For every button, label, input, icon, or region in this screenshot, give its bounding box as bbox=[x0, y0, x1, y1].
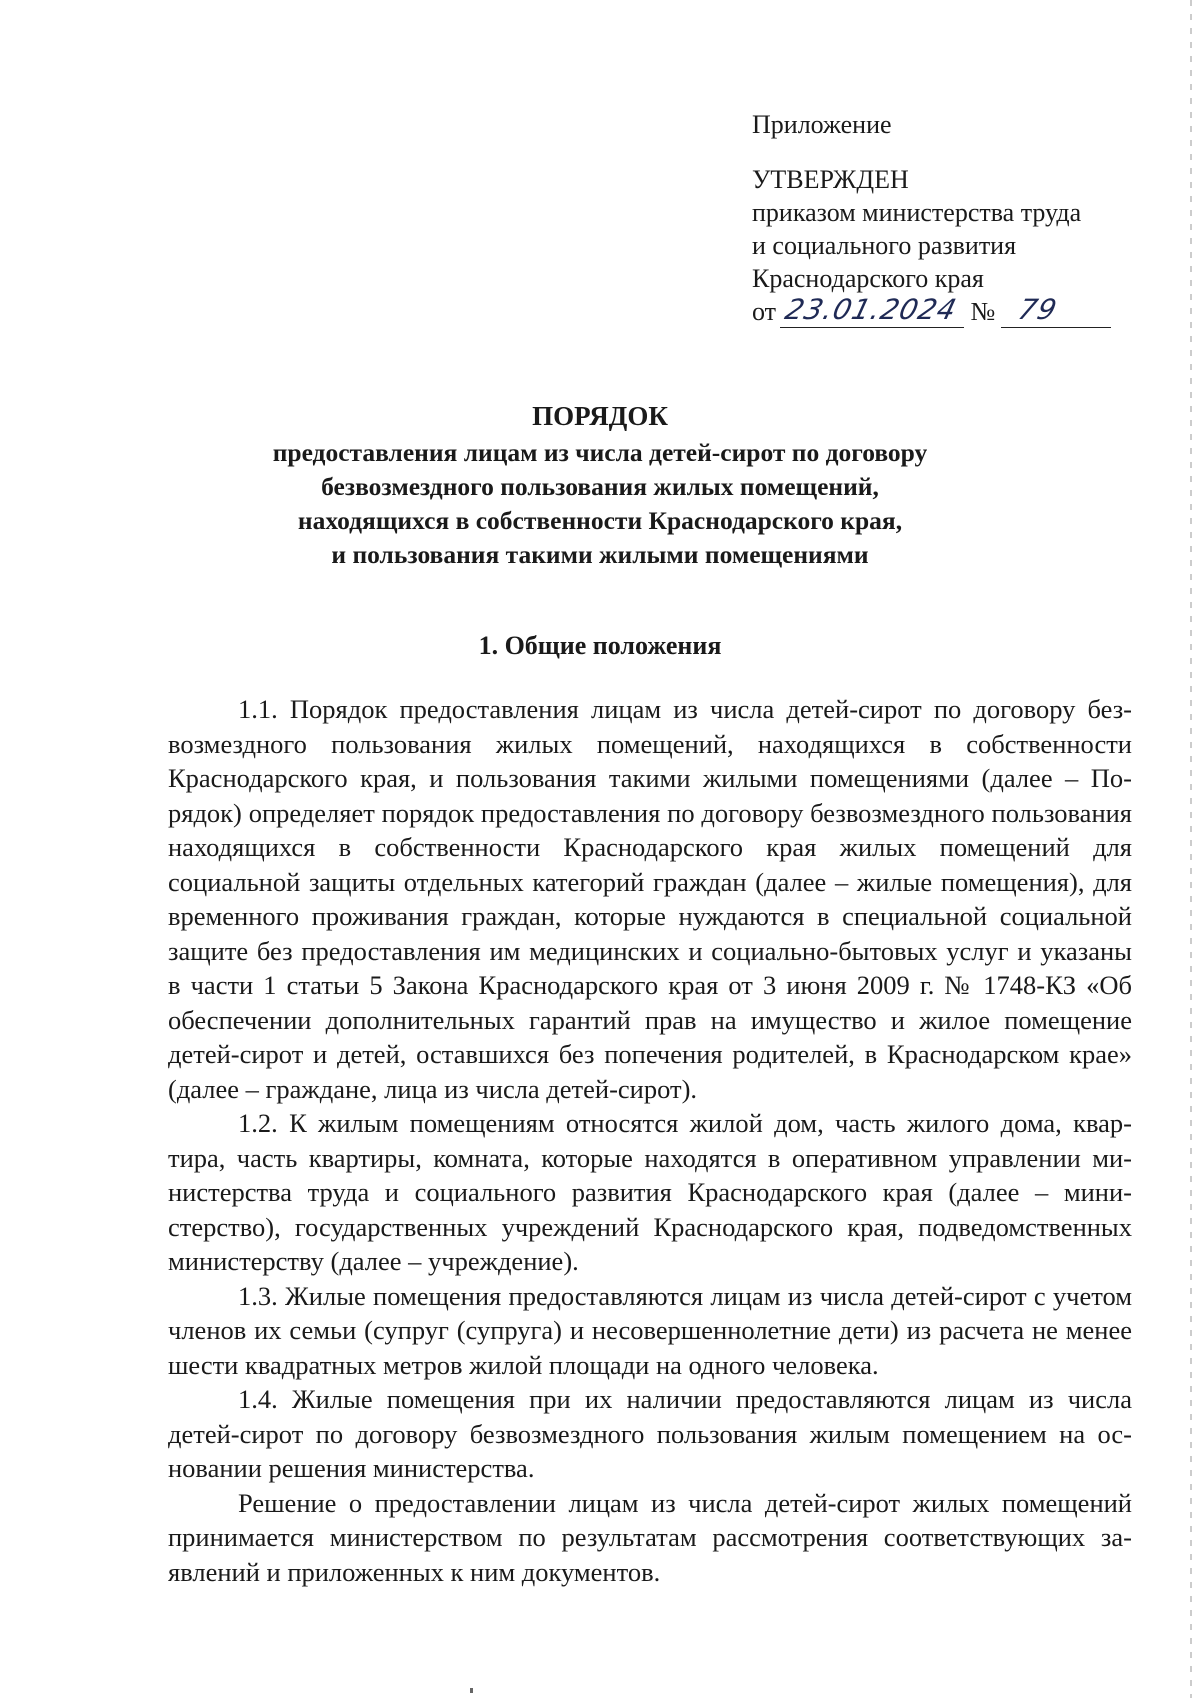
document-subtitle bbox=[150, 436, 1050, 572]
approval-line: приказом министерства труда bbox=[752, 198, 1082, 227]
document-heading bbox=[150, 398, 1050, 572]
order-date-field bbox=[780, 293, 964, 328]
scan-edge-artifact bbox=[1190, 0, 1192, 1698]
approval-line: Краснодарского края bbox=[752, 264, 984, 293]
document-body bbox=[168, 692, 1132, 1589]
subtitle-line: предоставления лицам из числа детей-сирот по договору bbox=[272, 438, 928, 467]
section-title: 1. Общие положения bbox=[478, 631, 722, 660]
scan-dot-artifact bbox=[470, 1688, 473, 1693]
paragraph: Решение о предоставлении лицам из числа детей-сирот жилых помещений принимается министерством по результатам рассмотрения соответствующих заявлений и приложенных к ним документов. bbox=[168, 1487, 1132, 1587]
date-prefix: от bbox=[752, 297, 777, 326]
subtitle-line: безвозмездного пользования жилых помещений, bbox=[321, 472, 879, 501]
handwritten-date: 23.01.2024 bbox=[781, 293, 961, 326]
approval-block bbox=[752, 108, 1132, 331]
approval-line: и социального развития bbox=[752, 231, 1017, 260]
subtitle-line: и пользования такими жилыми помещениями bbox=[331, 540, 869, 569]
appendix-label: Приложение bbox=[752, 110, 892, 139]
subtitle-line: находящихся в собственности Краснодарского края, bbox=[297, 506, 903, 535]
document-title: ПОРЯДОК bbox=[532, 401, 668, 431]
paragraph: 1.2. К жилым помещениям относятся жилой дом, часть жилого дома, квартира, часть квартиры, комната, которые находятся в оперативном управлении министерства труда и социального развития Краснодарского края (далее – министерство), государственных учреждений Краснодарского края, подведомственных министерству (далее – учреждение). bbox=[168, 1108, 1132, 1276]
number-prefix: № bbox=[970, 297, 996, 326]
paragraph: 1.4. Жилые помещения при их наличии предоставляются лицам из числа детей-сирот по договору безвозмездного пользования жилым помещением на основании решения министерства. bbox=[168, 1384, 1132, 1483]
handwritten-number: 79 bbox=[1015, 293, 1062, 326]
approved-label: УТВЕРЖДЕН bbox=[752, 165, 909, 194]
paragraph: 1.1. Порядок предоставления лицам из числа детей-сирот по договору безвозмездного пользования жилых помещений, находящихся в собственности Краснодарского края, и пользования такими жилыми помещениями (далее – Порядок) определяет порядок предоставления по договору безвозмездного пользования находящихся в собственности Краснодарского края жилых помещений для социальной защиты отдельных категорий граждан (далее – жилые помещения), для временного проживания граждан, которые нуждаются в специальной социальной защите без предоставления им медицинских и социально-бытовых услуг и указаны в части 1 статьи 5 Закона Краснодарского края от 3 июня 2009 г. № 1748-КЗ «Об обеспечении дополнительных гарантий прав на имущество и жилое помещение детей-сирот и детей, оставшихся без попечения родителей, в Краснодарском крае» (далее – граждане, лица из числа детей-сирот). bbox=[168, 694, 1132, 1104]
order-date-number-row bbox=[752, 295, 1132, 331]
order-number-field bbox=[1001, 293, 1111, 328]
paragraph: 1.3. Жилые помещения предоставляются лицам из числа детей-сирот с учетом членов их семьи (супруг (супруга) и несовершеннолетние дети) из расчета не менее шести квадратных метров жилой площади на одного человека. bbox=[168, 1280, 1132, 1380]
